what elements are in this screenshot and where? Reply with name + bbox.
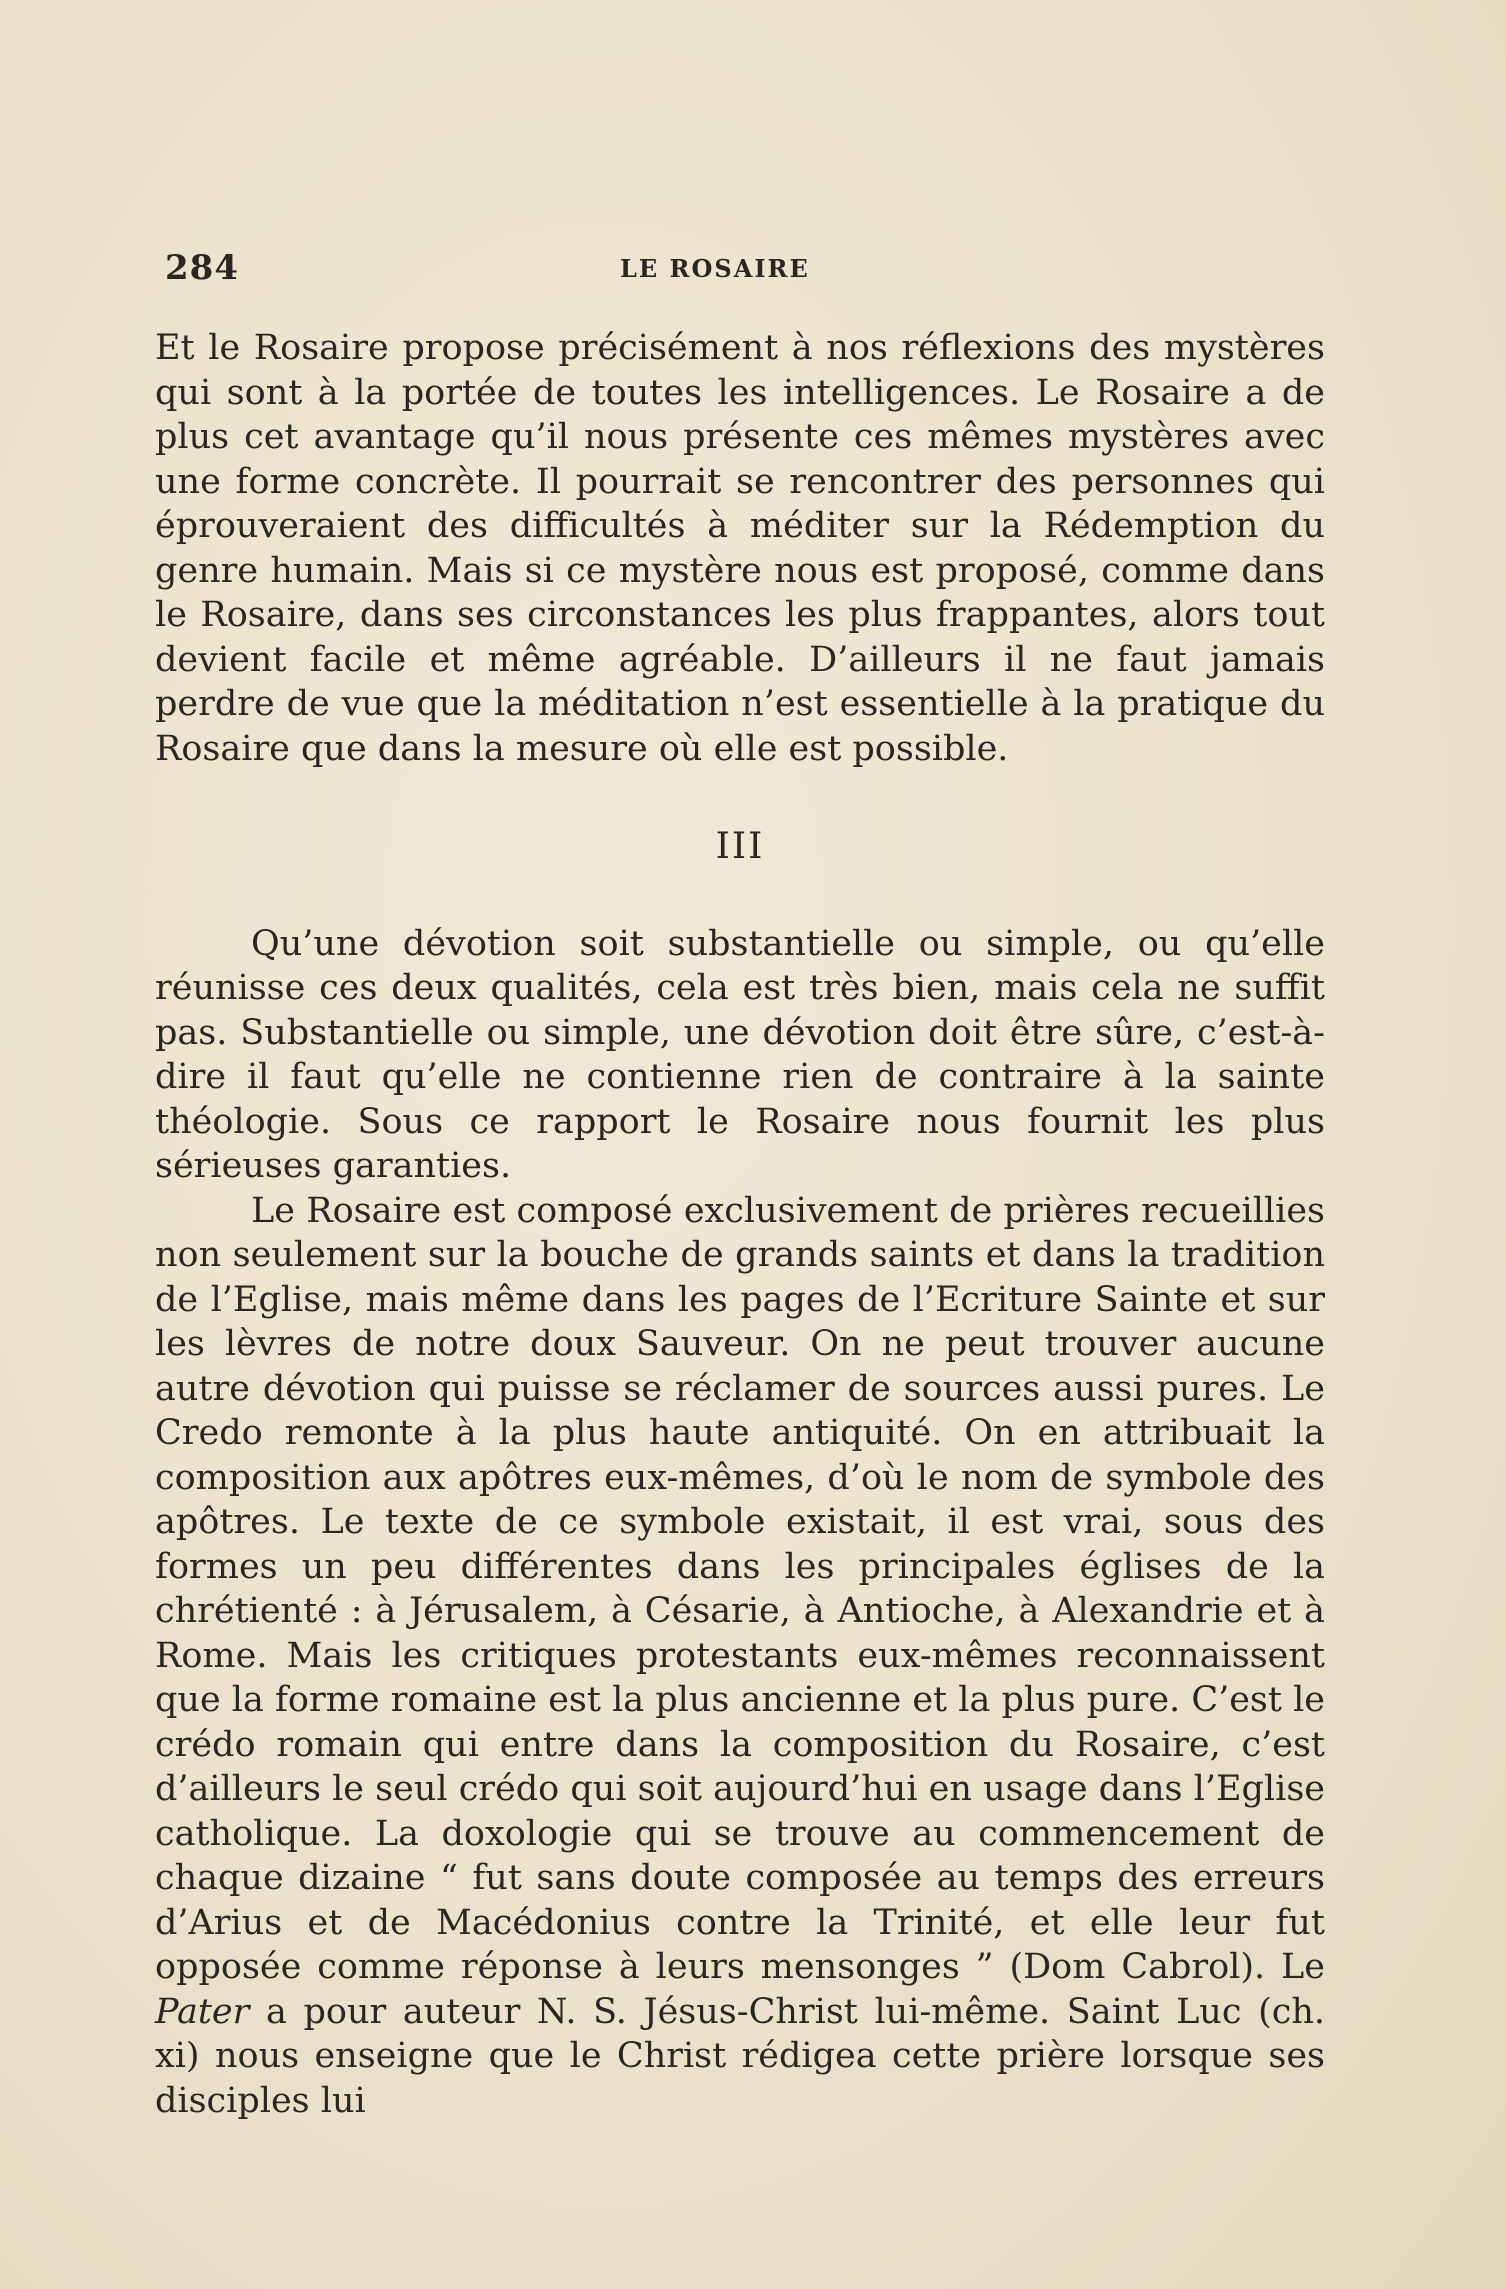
paragraph xyxy=(155,1189,1325,2124)
paragraph: Et le Rosaire propose précisément à nos réflexions des mystères qui sont à la portée de toutes les intelligences. Le Rosaire a de plus cet avantage qu’il nous présente ces mêmes mystères avec une forme concrète. Il pourrait se rencontrer des personnes qui éprouveraient des difficultés à méditer sur la Rédemption du genre humain. Mais si ce mystère nous est proposé, comme dans le Rosaire, dans ses circonstances les plus frappantes, alors tout devient facile et même agréable. D’ailleurs il ne faut jamais perdre de vue que la méditation n’est essentielle à la pratique du Rosaire que dans la mesure où elle est possible. xyxy=(155,328,1325,769)
page-header xyxy=(165,248,1325,288)
running-head: LE ROSAIRE xyxy=(620,254,810,283)
emphasized-word: Pater xyxy=(155,1991,250,2032)
page-body xyxy=(155,326,1325,2123)
paragraph: Qu’une dévotion soit substantielle ou simple, ou qu’elle réunisse ces deux qualités, cela est très bien, mais cela ne suffit pas. Substantielle ou simple, une dévotion doit être sûre, c’est-à-dire il faut qu’elle ne contienne rien de contraire à la sainte théologie. Sous ce rapport le Rosaire nous fournit les plus sérieuses garanties. xyxy=(155,923,1325,1186)
section-heading: III xyxy=(715,826,765,867)
paragraph-text: Le Rosaire est composé exclusivement de prières recueillies non seulement sur la bouche de grands saints et dans la tradition de l’Eglise, mais même dans les pages de l’Ecriture Sainte et sur les lèvres de notre doux Sauveur. On ne peut trouver aucune autre dévotion qui puisse se réclamer de sources aussi pures. Le Credo remonte à la plus haute antiquité. On en attribuait la composition aux apôtres eux-mêmes, d’où le nom de symbole des apôtres. Le texte de ce symbole existait, il est vrai, sous des formes un peu différentes dans les principales églises de la chrétienté : à Jérusalem, à Césarie, à Antioche, à Alexandrie et à Rome. Mais les critiques protestants eux-mêmes reconnaissent que la forme romaine est la plus ancienne et la plus pure. C’est le crédo romain qui entre dans la composition du Rosaire, c’est d’ailleurs le seul crédo qui soit aujourd’hui en usage dans l’Eglise catholique. La doxologie qui se trouve au commencement de chaque dizaine “ fut sans doute composée au temps des erreurs d’Arius et de Macédonius contre la Trinité, et elle leur fut opposée comme réponse à leurs mensonges ” (Dom Cabrol). Le xyxy=(155,1190,1325,1987)
paragraph-text: a pour auteur N. S. Jésus-Christ lui-même. Saint Luc (ch. xi) nous enseigne que le Christ rédigea cette prière lorsque ses disciples lui xyxy=(155,1991,1325,2121)
page-number: 284 xyxy=(165,248,239,288)
